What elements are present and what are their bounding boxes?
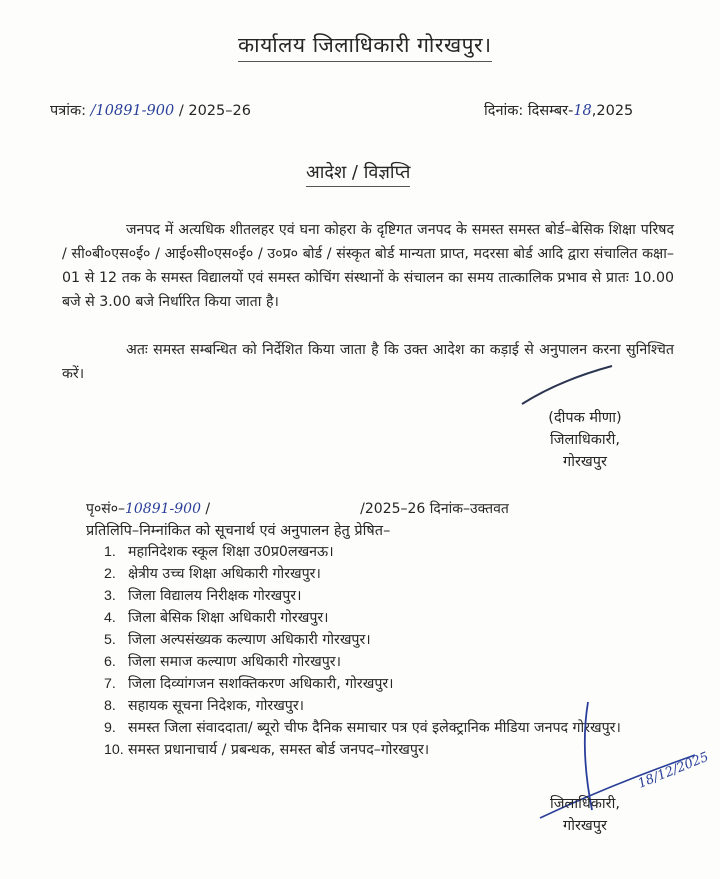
item-text: समस्त प्रधानाचार्य / प्रबन्धक, समस्त बोर्ड जनपद–गोरखपुर। [128,742,430,758]
item-number: 7. [104,676,116,692]
date-label: दिनांक: [484,103,524,119]
signatory-designation: जिलाधिकारी, [550,432,620,448]
signature-date: 18/12/2025 [635,749,711,792]
ref-label: पत्रांक: [50,103,87,119]
copy-intro: प्रतिलिपि–निम्नांकित को सूचनार्थ एवं अनुपालन हेतु प्रेषित– [86,523,391,539]
item-number: 6. [104,654,116,670]
copy-ref-prefix: पृ०सं०– [86,501,125,517]
list-item [104,607,679,629]
list-item [104,563,679,585]
item-text: जिला दिव्यांगजन सशक्तिकरण अधिकारी, गोरखपुर। [128,676,394,692]
ref-handwritten: /10891-900 [90,103,175,119]
copy-ref-handwritten: 10891-900 [124,501,201,517]
order-title: आदेश / विज्ञप्ति [306,160,410,187]
date-month: दिसम्बर- [527,103,574,119]
office-title: कार्यालय जिलाधिकारी गोरखपुर। [238,31,492,62]
item-text: महानिदेशक स्कूल शिक्षा उ0प्र0लखनऊ। [128,544,334,560]
copy-signatory-place: गोरखपुर [563,818,607,834]
signature-block [525,407,645,473]
ref-suffix: / 2025–26 [178,103,251,119]
item-text: सहायक सूचना निदेशक, गोरखपुर। [128,698,305,714]
list-item [104,629,679,651]
item-number: 3. [104,588,116,604]
list-item [104,651,679,673]
item-number: 9. [104,720,116,736]
order-paragraph-1-text: जनपद में अत्यधिक शीतलहर एवं घना कोहरा के दृष्टिगत जनपद के समस्त समस्त बोर्ड–बेसिक शिक्षा परिषद / सी०बी०एस०ई० / आई०सी०एस०ई० / उ०प्र० बोर्ड / संस्कृत बोर्ड मान्यता प्राप्त, मदरसा बोर्ड आदि द्वारा संचालित कक्षा–01 से 12 तक के समस्त विद्यालयों एवं समस्त कोचिंग संस्थानों के संचालन का समय तात्कालिक प्रभाव से प्रातः 10.00 बजे से 3.00 बजे निर्धारित किया जाता है। [62,222,674,310]
signature-stroke [520,360,620,410]
item-text: क्षेत्रीय उच्च शिक्षा अधिकारी गोरखपुर। [128,566,321,582]
item-number: 1. [104,544,116,560]
copy-signatory-designation: जिलाधिकारी, [550,796,620,812]
issue-date [484,100,633,120]
date-day-handwritten: 18 [573,103,592,119]
item-text: जिला बेसिक शिक्षा अधिकारी गोरखपुर। [128,610,329,626]
item-text: समस्त जिला संवाददाता/ ब्यूरो चीफ दैनिक समाचार पत्र एवं इलेक्ट्रानिक मीडिया जनपद गोरखपुर। [128,720,621,736]
reference-number [50,100,251,120]
item-number: 8. [104,698,116,714]
item-text: जिला विद्यालय निरीक्षक गोरखपुर। [128,588,302,604]
item-number: 10. [104,742,124,758]
copy-ref-middle: / [200,501,211,517]
order-paragraph-2-text: अतः समस्त सम्बन्धित को निर्देशित किया जाता है कि उक्त आदेश का कड़ाई से अनुपालन करना सुनिश्चित करें। [62,342,674,382]
list-item [104,541,679,563]
signatory-name: (दीपक मीणा) [548,410,622,426]
copy-signature-block [530,793,640,837]
item-number: 2. [104,566,116,582]
signatory-place: गोरखपुर [563,454,607,470]
item-text: जिला समाज कल्याण अधिकारी गोरखपुर। [128,654,341,670]
copy-reference [86,499,509,518]
date-year: ,2025 [591,103,634,119]
list-item [104,585,679,607]
item-number: 5. [104,632,116,648]
item-number: 4. [104,610,116,626]
item-text: जिला अल्पसंख्यक कल्याण अधिकारी गोरखपुर। [128,632,371,648]
copy-ref-suffix: /2025–26 दिनांक–उक्तवत [360,501,509,517]
list-item [104,673,679,695]
order-paragraph-1 [62,218,674,314]
